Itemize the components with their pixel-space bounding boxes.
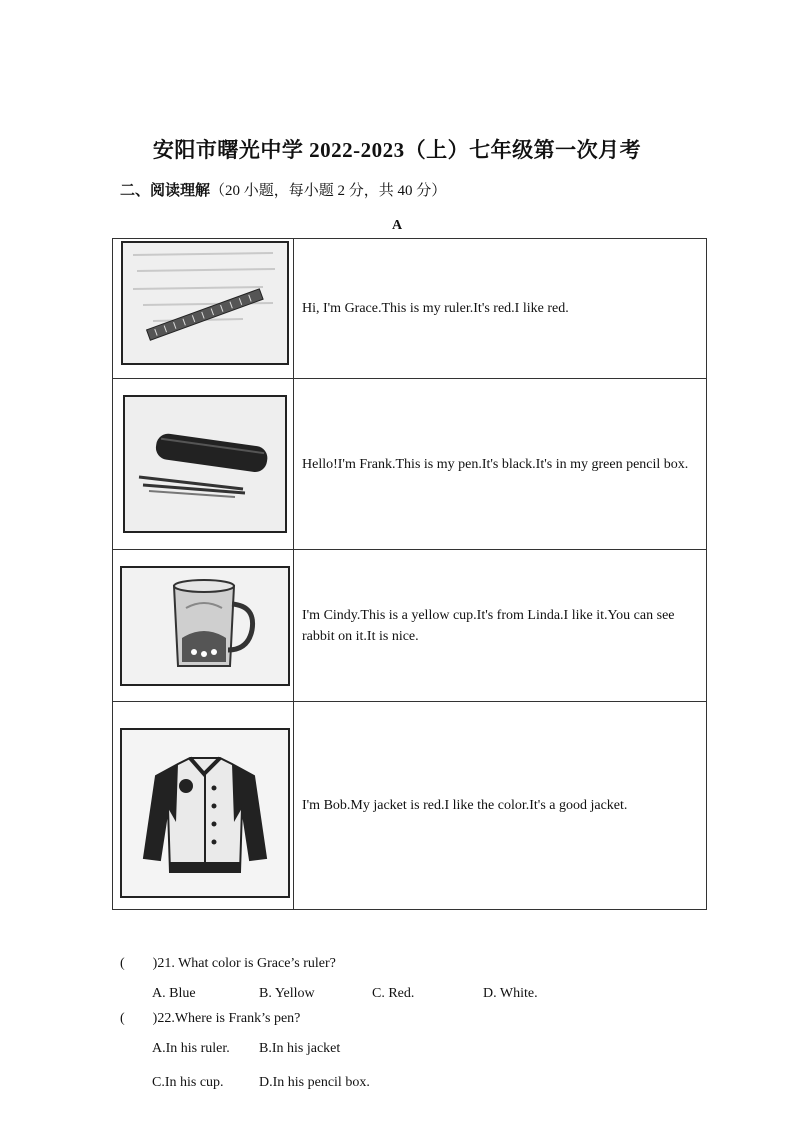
ruler-photo xyxy=(121,241,289,365)
picture-cell xyxy=(113,239,294,379)
exam-title: 安阳市曙光中学 2022-2023（上）七年级第一次月考 xyxy=(152,138,642,162)
card-text: Hello!I'm Frank.This is my pen.It's black.It's in my green pencil box. xyxy=(302,456,689,472)
option-a[interactable]: A.In his ruler. xyxy=(152,1041,230,1056)
option-b[interactable]: B. Yellow xyxy=(259,986,315,1001)
picture-cell xyxy=(113,379,294,550)
option-c[interactable]: C. Red. xyxy=(372,986,415,1001)
question-21 xyxy=(120,952,336,972)
card-text-cell xyxy=(294,702,707,910)
section-heading xyxy=(120,179,446,200)
option-d[interactable]: D. White. xyxy=(483,986,538,1001)
pencil-box-photo xyxy=(123,395,287,533)
card-text-cell xyxy=(294,550,707,702)
question-stem: 21. What color is Grace’s ruler? xyxy=(157,956,336,971)
table-row xyxy=(113,550,707,702)
table-row xyxy=(113,239,707,379)
card-text: Hi, I'm Grace.This is my ruler.It's red.I like red. xyxy=(302,301,569,316)
option-c[interactable]: C.In his cup. xyxy=(152,1075,224,1090)
part-label: A xyxy=(391,218,403,233)
picture-cell xyxy=(113,550,294,702)
jacket-icon xyxy=(122,730,288,896)
question-stem: 22.Where is Frank’s pen? xyxy=(157,1011,301,1026)
card-text-cell xyxy=(294,239,707,379)
option-a[interactable]: A. Blue xyxy=(152,986,196,1001)
section-heading-bold: 二、阅读理解 xyxy=(120,183,211,199)
answer-bracket[interactable]: ( ) xyxy=(120,956,158,971)
reading-table xyxy=(112,238,707,910)
question-22 xyxy=(120,1007,300,1027)
cup-photo xyxy=(120,566,290,686)
picture-cell xyxy=(113,702,294,910)
card-text: I'm Bob.My jacket is red.I like the color.It's a good jacket. xyxy=(302,798,628,813)
cup-icon xyxy=(122,568,288,684)
answer-bracket[interactable]: ( ) xyxy=(120,1011,158,1026)
jacket-photo xyxy=(120,728,290,898)
option-d[interactable]: D.In his pencil box. xyxy=(259,1075,370,1090)
card-text: I'm Cindy.This is a yellow cup.It's from Linda.I like it.You can see rabbit on it.It is nice. xyxy=(302,607,675,644)
ruler-icon xyxy=(123,243,287,363)
card-text-cell xyxy=(294,379,707,550)
section-heading-note: （20 小题，每小题 2 分，共 40 分） xyxy=(210,183,447,199)
table-row xyxy=(113,702,707,910)
pencil-box-icon xyxy=(125,397,285,531)
option-b[interactable]: B.In his jacket xyxy=(259,1041,341,1056)
table-row xyxy=(113,379,707,550)
